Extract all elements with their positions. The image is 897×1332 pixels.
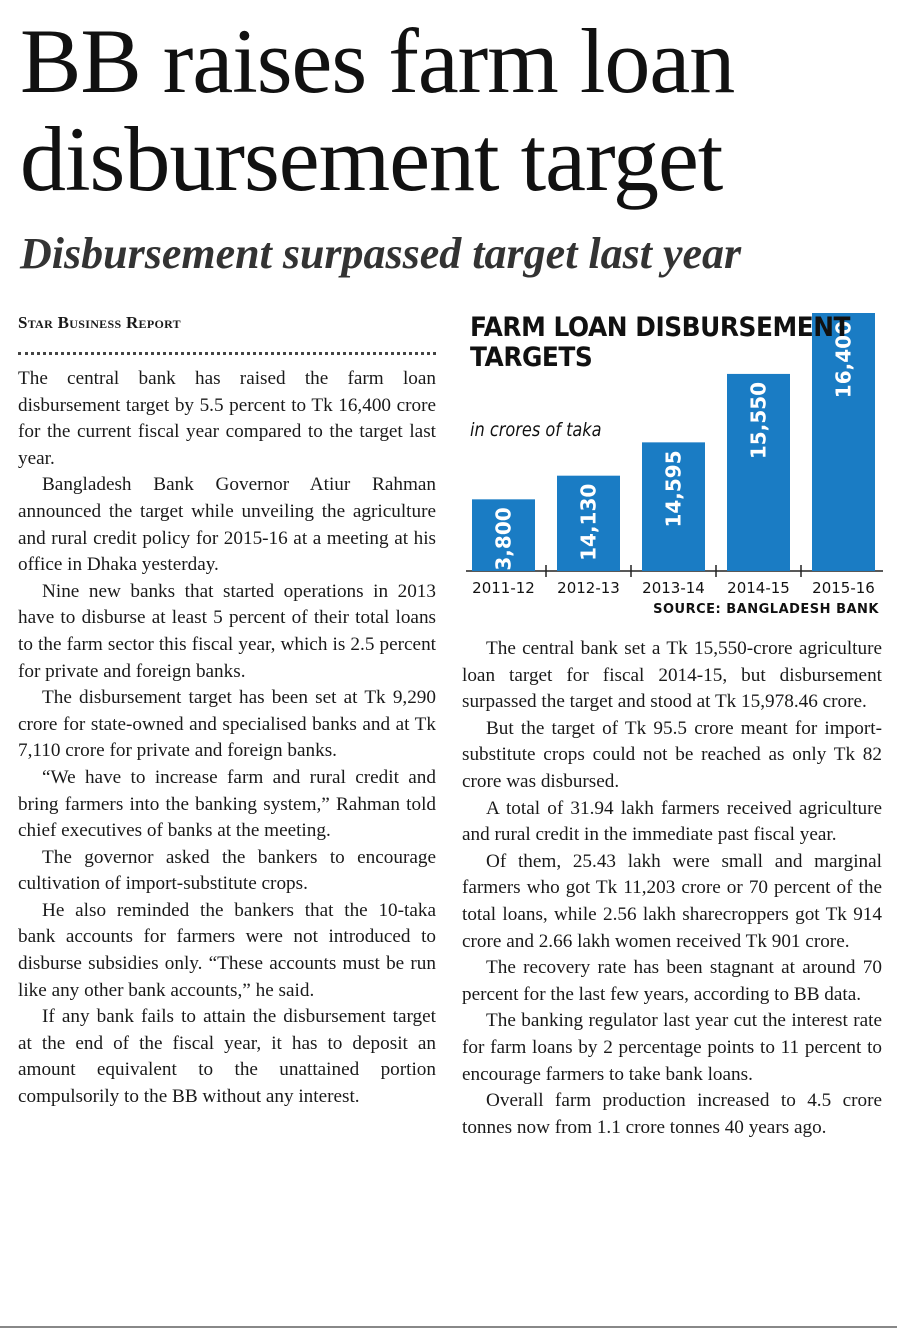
chart-category-label: 2014-15 [727,579,790,597]
paragraph: The central bank has raised the farm loan disbursement target by 5.5 percent to Tk 16,400 crore for the current fiscal year compared to the target last year. [18,368,436,469]
paragraph: The central bank set a Tk 15,550-crore agriculture loan target for fiscal 2014-15, but disbursement surpassed the target and stood at Tk 15,978.46 crore. [462,638,882,713]
chart-value-label: 14,595 [661,450,686,528]
chart-category-label: 2012-13 [557,579,620,597]
farm-loan-chart [462,305,887,625]
paragraph: If any bank fails to attain the disbursement target at the end of the fiscal year, it has to deposit an amount equivalent to the unattained portion compulsorily to the BB without any interest. [18,1006,436,1108]
chart-title: FARM LOAN DISBURSEMENT TARGETS [470,312,851,373]
chart-category-label: 2015-16 [812,579,875,597]
byline: Star Business Report [18,313,181,332]
page-bottom-rule [0,1326,897,1328]
article-column-right [462,636,882,1141]
chart-value-label: 14,130 [576,483,601,561]
byline-divider [18,352,436,355]
paragraph: The recovery rate has been stagnant at around 70 percent for the last few years, according to BB data. [462,957,882,1005]
paragraph: The disbursement target has been set at Tk 9,290 crore for state-owned and specialised banks and at Tk 7,110 crore for private and foreign banks. [18,687,436,762]
chart-source: SOURCE: BANGLADESH BANK [653,602,879,617]
paragraph: Of them, 25.43 lakh were small and marginal farmers who got Tk 11,203 crore or 70 percent of the total loans, while 2.56 lakh sharecroppers got Tk 914 crore and 2.66 lakh women received Tk 901 crore. [462,850,882,952]
paragraph: The governor asked the bankers to encourage cultivation of import-substitute crops. [18,846,436,895]
chart-subtitle: in crores of taka [470,419,602,441]
paragraph: He also reminded the bankers that the 10-taka bank accounts for farmers were not introduced to disburse subsidies only. “These accounts must be run like any other bank accounts,” he said. [18,899,436,1001]
paragraph: “We have to increase farm and rural credit and bring farmers into the banking system,” Rahman told chief executives of banks at the meeting. [18,766,436,842]
subheadline: Disbursement surpassed target last year [20,229,742,278]
headline: BB raises farm loan disbursement target [20,10,735,210]
paragraph: Bangladesh Bank Governor Atiur Rahman announced the target while unveiling the agriculture and rural credit policy for 2015-16 at a meeting at his office in Dhaka yesterday. [18,474,436,576]
paragraph: The banking regulator last year cut the interest rate for farm loans by 2 percentage points to 11 percent to encourage farmers to take bank loans. [462,1010,882,1085]
paragraph: A total of 31.94 lakh farmers received agriculture and rural credit in the immediate past fiscal year. [462,797,882,846]
chart-category-label: 2013-14 [642,579,705,597]
chart-category-label: 2011-12 [472,579,535,597]
chart-value-label: 15,550 [746,381,771,460]
chart-value-label: 16,400 [831,321,856,399]
chart-value-label: 13,800 [491,507,516,585]
paragraph: But the target of Tk 95.5 crore meant for import-substitute crops could not be reached as only Tk 82 crore was disbursed. [462,717,882,792]
article-column-left [18,366,436,1111]
paragraph: Overall farm production increased to 4.5 crore tonnes now from 1.1 crore tonnes 40 years ago. [462,1090,882,1138]
paragraph: Nine new banks that started operations in 2013 have to disburse at least 5 percent of their total loans to the farm sector this fiscal year, which is 2.5 percent for private and foreign banks. [18,580,436,682]
